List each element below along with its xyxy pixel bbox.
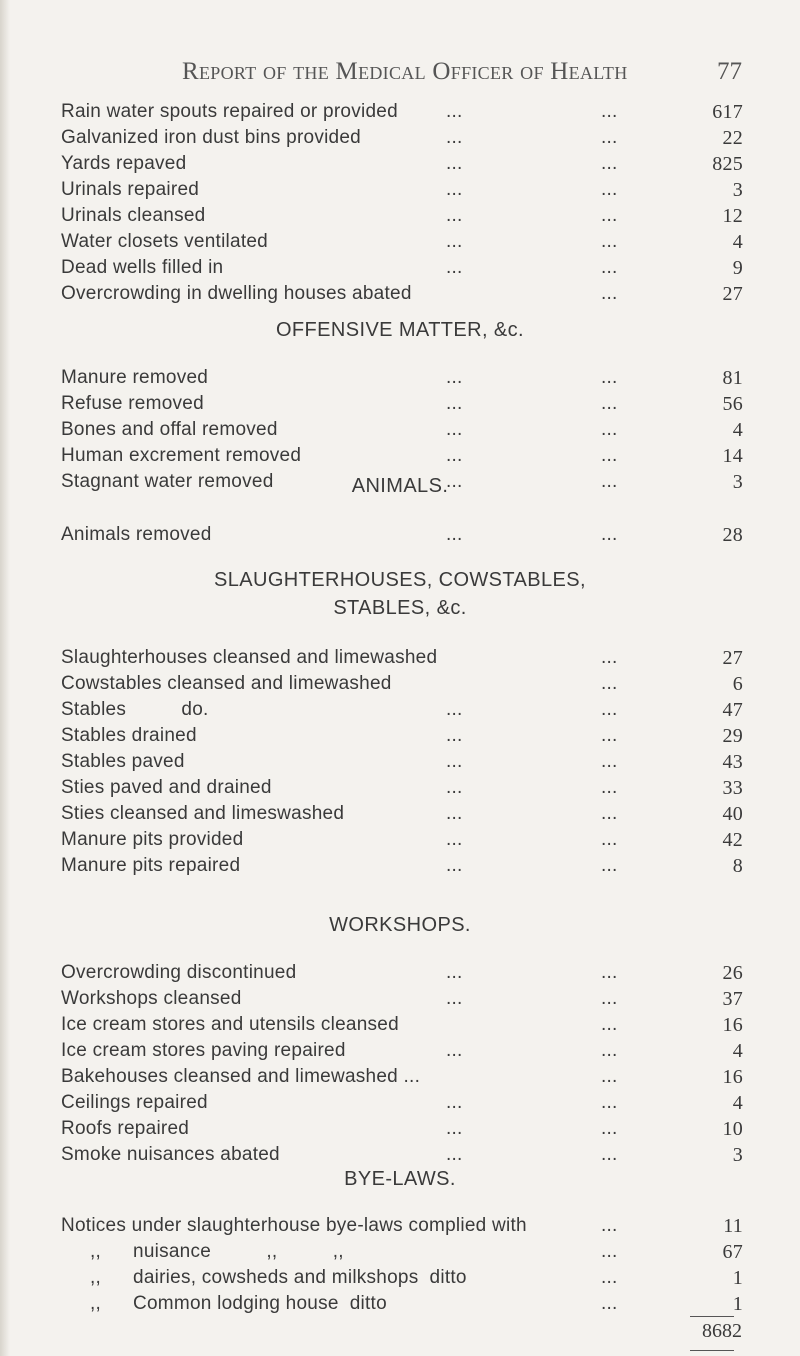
row-value: 42 <box>722 829 743 851</box>
row-label: Urinals cleansed <box>61 205 206 226</box>
row-value: 26 <box>722 962 743 984</box>
row-value: 22 <box>722 127 743 149</box>
row-value: 16 <box>722 1066 743 1088</box>
leader-dots: ... <box>446 1040 463 1061</box>
table-row <box>61 99 743 125</box>
table-row <box>61 417 743 443</box>
leader-dots: ... <box>601 988 618 1009</box>
table-row <box>61 1090 743 1116</box>
leader-dots: ... <box>446 367 463 388</box>
row-value: 40 <box>722 803 743 825</box>
table-row <box>61 1265 743 1291</box>
leader-dots: ... <box>446 699 463 720</box>
row-label: Cowstables cleansed and limewashed <box>61 673 392 694</box>
row-label: Stables paved <box>61 751 185 772</box>
leader-dots: ... <box>601 153 618 174</box>
row-value: 56 <box>722 393 743 415</box>
row-label: Workshops cleansed <box>61 988 242 1009</box>
row-label: Ice cream stores paving repaired <box>61 1040 346 1061</box>
row-label: Dead wells filled in <box>61 257 224 278</box>
row-label: Overcrowding in dwelling houses abated <box>61 283 412 304</box>
leader-dots: ... <box>446 725 463 746</box>
row-label: Urinals repaired <box>61 179 200 200</box>
page-header <box>182 58 742 94</box>
row-value: 37 <box>722 988 743 1010</box>
leader-dots: ... <box>601 1293 618 1314</box>
table-row <box>61 151 743 177</box>
leader-dots: ... <box>601 471 618 492</box>
leader-dots: ... <box>601 699 618 720</box>
table-row <box>61 1064 743 1090</box>
row-value: 4 <box>732 231 743 253</box>
table-row <box>61 827 743 853</box>
table-row <box>61 229 743 255</box>
leader-dots: ... <box>601 1040 618 1061</box>
section-heading-animals: ANIMALS. <box>351 475 449 497</box>
row-label: Manure pits provided <box>61 829 244 850</box>
leader-dots: ... <box>601 419 618 440</box>
table-row <box>61 1116 743 1142</box>
table-row <box>61 801 743 827</box>
row-label: Animals removed <box>61 524 212 545</box>
row-label: dairies, cowsheds and milkshops ditto <box>133 1267 467 1288</box>
table-row <box>61 125 743 151</box>
leader-dots: ... <box>601 179 618 200</box>
leader-dots: ... <box>446 1092 463 1113</box>
table-row <box>61 255 743 281</box>
row-label: Human excrement removed <box>61 445 302 466</box>
row-value: 617 <box>712 101 743 123</box>
leader-dots: ... <box>446 205 463 226</box>
leader-dots: ... <box>601 962 618 983</box>
row-label: Smoke nuisances abated <box>61 1144 280 1165</box>
leader-dots: ... <box>601 725 618 746</box>
row-value: 16 <box>722 1014 743 1036</box>
row-label: Sties paved and drained <box>61 777 272 798</box>
row-label: Galvanized iron dust bins provided <box>61 127 362 148</box>
table-row <box>61 203 743 229</box>
leader-dots: ... <box>446 829 463 850</box>
leader-dots: ... <box>601 1066 618 1087</box>
animals-list <box>61 522 743 548</box>
table-row <box>61 960 743 986</box>
row-value: 12 <box>722 205 743 227</box>
leader-dots: ... <box>601 855 618 876</box>
row-value: 4 <box>732 1092 743 1114</box>
table-row <box>61 365 743 391</box>
leader-dots: ... <box>446 471 463 492</box>
row-label: Roofs repaired <box>61 1118 190 1139</box>
leader-dots: ... <box>601 777 618 798</box>
row-label: Stables do. <box>61 699 209 720</box>
row-value: 825 <box>712 153 743 175</box>
row-label: nuisance ,, ,, <box>133 1241 344 1262</box>
row-label: Notices under slaughterhouse bye-laws complied with <box>61 1215 527 1236</box>
leader-dots: ... <box>446 393 463 414</box>
row-value: 3 <box>732 1144 743 1166</box>
row-value: 81 <box>722 367 743 389</box>
bye-laws-list <box>61 1213 743 1317</box>
row-value: 9 <box>732 257 743 279</box>
table-row <box>61 443 743 469</box>
row-value: 8 <box>732 855 743 877</box>
ditto-mark: ,, <box>90 1241 102 1262</box>
section-heading-bye-laws: BYE-LAWS. <box>344 1168 456 1190</box>
row-value: 10 <box>722 1118 743 1140</box>
leader-dots: ... <box>601 1215 618 1236</box>
table-row <box>61 853 743 879</box>
leader-dots: ... <box>601 1267 618 1288</box>
leader-dots: ... <box>446 988 463 1009</box>
row-value: 28 <box>722 524 743 546</box>
leader-dots: ... <box>446 419 463 440</box>
row-value: 29 <box>722 725 743 747</box>
row-value: 3 <box>732 471 743 493</box>
row-value: 11 <box>723 1215 743 1237</box>
row-label: Sties cleansed and limeswashed <box>61 803 345 824</box>
table-row <box>61 645 743 671</box>
leader-dots: ... <box>446 179 463 200</box>
row-value: 33 <box>722 777 743 799</box>
row-value: 4 <box>732 419 743 441</box>
row-value: 1 <box>732 1267 743 1289</box>
leader-dots: ... <box>601 231 618 252</box>
leader-dots: ... <box>601 393 618 414</box>
table-row <box>61 522 743 548</box>
leader-dots: ... <box>446 101 463 122</box>
row-label: Water closets ventilated <box>61 231 268 252</box>
table-row <box>61 697 743 723</box>
leader-dots: ... <box>601 647 618 668</box>
table-row <box>61 391 743 417</box>
leader-dots: ... <box>446 231 463 252</box>
leader-dots: ... <box>601 524 618 545</box>
row-value: 67 <box>722 1241 743 1263</box>
leader-dots: ... <box>446 777 463 798</box>
row-label: Manure pits repaired <box>61 855 241 876</box>
table-row <box>61 986 743 1012</box>
leader-dots: ... <box>446 855 463 876</box>
row-label: Bakehouses cleansed and limewashed ... <box>61 1066 421 1087</box>
leader-dots: ... <box>601 1014 618 1035</box>
leader-dots: ... <box>601 1144 618 1165</box>
leader-dots: ... <box>446 524 463 545</box>
row-value: 14 <box>722 445 743 467</box>
table-row <box>61 177 743 203</box>
row-label: Bones and offal removed <box>61 419 278 440</box>
leader-dots: ... <box>601 1118 618 1139</box>
leader-dots: ... <box>601 257 618 278</box>
table-row <box>61 749 743 775</box>
table-row <box>61 1213 743 1239</box>
leader-dots: ... <box>601 673 618 694</box>
leader-dots: ... <box>601 367 618 388</box>
table-row <box>61 1038 743 1064</box>
leader-dots: ... <box>446 127 463 148</box>
leader-dots: ... <box>446 445 463 466</box>
row-value: 4 <box>732 1040 743 1062</box>
row-label: Manure removed <box>61 367 209 388</box>
ditto-mark: ,, <box>90 1267 102 1288</box>
section-heading-slaughterhouses: SLAUGHTERHOUSES, COWSTABLES, STABLES, &c. <box>213 569 586 619</box>
table-row <box>61 723 743 749</box>
ditto-mark: ,, <box>90 1293 102 1314</box>
leader-dots: ... <box>446 803 463 824</box>
row-label: Common lodging house ditto <box>133 1293 387 1314</box>
table-row <box>61 1239 743 1265</box>
grand-total: 8682 <box>702 1320 742 1342</box>
running-title: Report of the Medical Officer of Health <box>182 58 628 85</box>
page-number: 77 <box>717 58 742 85</box>
row-value: 27 <box>722 647 743 669</box>
row-label: Yards repaved <box>61 153 187 174</box>
row-label: Overcrowding discontinued <box>61 962 297 983</box>
row-value: 3 <box>732 179 743 201</box>
table-row <box>61 281 743 307</box>
row-label: Stables drained <box>61 725 197 746</box>
leader-dots: ... <box>601 1241 618 1262</box>
sum-rule-bottom <box>690 1350 734 1351</box>
table-row <box>61 1291 743 1317</box>
leader-dots: ... <box>446 1118 463 1139</box>
leader-dots: ... <box>601 1092 618 1113</box>
leader-dots: ... <box>446 962 463 983</box>
sum-rule-top <box>690 1316 734 1317</box>
leader-dots: ... <box>601 445 618 466</box>
row-label: Rain water spouts repaired or provided <box>61 101 398 122</box>
slaughterhouses-list <box>61 645 743 879</box>
row-label: Slaughterhouses cleansed and limewashed <box>61 647 438 668</box>
leader-dots: ... <box>446 751 463 772</box>
row-value: 6 <box>732 673 743 695</box>
leader-dots: ... <box>446 1144 463 1165</box>
row-value: 47 <box>722 699 743 721</box>
row-label: Stagnant water removed <box>61 471 274 492</box>
leader-dots: ... <box>446 153 463 174</box>
leader-dots: ... <box>601 205 618 226</box>
table-row <box>61 775 743 801</box>
general-list <box>61 99 743 307</box>
row-value: 1 <box>732 1293 743 1315</box>
table-row <box>61 1012 743 1038</box>
section-heading-offensive-matter: OFFENSIVE MATTER, &c. <box>275 319 525 341</box>
row-value: 43 <box>722 751 743 773</box>
row-value: 27 <box>722 283 743 305</box>
leader-dots: ... <box>601 127 618 148</box>
workshops-list <box>61 960 743 1168</box>
row-label: Refuse removed <box>61 393 204 414</box>
table-row <box>61 671 743 697</box>
leader-dots: ... <box>601 751 618 772</box>
leader-dots: ... <box>601 803 618 824</box>
page-edge-shadow <box>0 0 10 1356</box>
row-label: Ice cream stores and utensils cleansed <box>61 1014 399 1035</box>
leader-dots: ... <box>446 257 463 278</box>
row-label: Ceilings repaired <box>61 1092 208 1113</box>
leader-dots: ... <box>601 829 618 850</box>
leader-dots: ... <box>601 101 618 122</box>
section-heading-workshops: WORKSHOPS. <box>329 914 471 936</box>
leader-dots: ... <box>601 283 618 304</box>
